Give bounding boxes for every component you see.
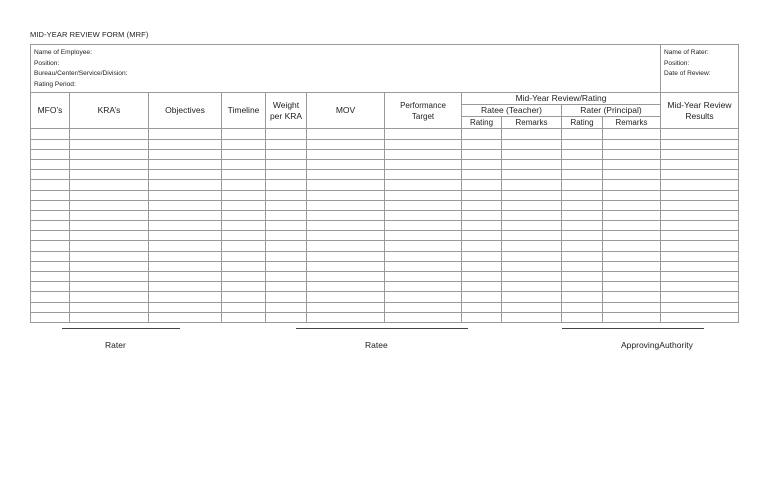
table-cell[interactable] bbox=[385, 180, 462, 190]
table-cell[interactable] bbox=[502, 251, 562, 261]
table-cell[interactable] bbox=[307, 190, 385, 200]
table-cell[interactable] bbox=[661, 312, 739, 322]
table-cell[interactable] bbox=[222, 200, 266, 210]
table-cell[interactable] bbox=[307, 231, 385, 241]
header-ratee-remarks: Remarks bbox=[502, 117, 562, 129]
table-cell[interactable] bbox=[266, 282, 307, 292]
table-cell[interactable] bbox=[502, 149, 562, 159]
table-row bbox=[31, 170, 739, 180]
header-rater-remarks: Remarks bbox=[603, 117, 661, 129]
table-cell[interactable] bbox=[603, 241, 661, 251]
table-cell[interactable] bbox=[149, 129, 222, 139]
table-row bbox=[31, 210, 739, 220]
table-cell[interactable] bbox=[31, 292, 70, 302]
employee-info bbox=[31, 45, 661, 93]
table-row bbox=[31, 292, 739, 302]
table-cell[interactable] bbox=[266, 200, 307, 210]
header-weight-line2: per KRA bbox=[269, 110, 303, 121]
rater-position-label: Position: bbox=[664, 59, 690, 67]
table-cell[interactable] bbox=[222, 170, 266, 180]
table-row bbox=[31, 129, 739, 139]
table-cell[interactable] bbox=[603, 282, 661, 292]
table-cell[interactable] bbox=[149, 170, 222, 180]
table-cell[interactable] bbox=[603, 200, 661, 210]
table-cell[interactable] bbox=[70, 129, 149, 139]
table-cell[interactable] bbox=[31, 221, 70, 231]
table-cell[interactable] bbox=[502, 200, 562, 210]
header-rater-rating: Rating bbox=[562, 117, 603, 129]
table-cell[interactable] bbox=[661, 190, 739, 200]
table-cell[interactable] bbox=[562, 139, 603, 149]
table-cell[interactable] bbox=[562, 261, 603, 271]
table-cell[interactable] bbox=[502, 190, 562, 200]
table-cell[interactable] bbox=[502, 272, 562, 282]
table-row bbox=[31, 221, 739, 231]
table-cell[interactable] bbox=[149, 200, 222, 210]
table-cell[interactable] bbox=[149, 292, 222, 302]
table-cell[interactable] bbox=[502, 180, 562, 190]
ratee-signature bbox=[296, 328, 468, 358]
table-row bbox=[31, 139, 739, 149]
table-cell[interactable] bbox=[266, 292, 307, 302]
table-cell[interactable] bbox=[385, 139, 462, 149]
table-cell[interactable] bbox=[562, 180, 603, 190]
table-cell[interactable] bbox=[502, 139, 562, 149]
table-cell[interactable] bbox=[562, 210, 603, 220]
table-cell[interactable] bbox=[70, 190, 149, 200]
table-cell[interactable] bbox=[462, 292, 502, 302]
table-cell[interactable] bbox=[31, 282, 70, 292]
table-cell[interactable] bbox=[462, 200, 502, 210]
review-date-label: Date of Review: bbox=[664, 70, 711, 78]
table-row bbox=[31, 159, 739, 169]
table-cell[interactable] bbox=[31, 231, 70, 241]
table-cell[interactable] bbox=[70, 149, 149, 159]
table-cell[interactable] bbox=[31, 139, 70, 149]
table-cell[interactable] bbox=[562, 159, 603, 169]
header-ratee-rating: Rating bbox=[462, 117, 502, 129]
table-cell[interactable] bbox=[307, 312, 385, 322]
table-cell[interactable] bbox=[70, 170, 149, 180]
header-timeline: Timeline bbox=[222, 93, 266, 129]
table-cell[interactable] bbox=[562, 200, 603, 210]
table-cell[interactable] bbox=[603, 302, 661, 312]
rater-signature bbox=[62, 328, 180, 358]
table-cell[interactable] bbox=[149, 139, 222, 149]
table-cell[interactable] bbox=[462, 221, 502, 231]
table-cell[interactable] bbox=[31, 261, 70, 271]
rating-period-label: Rating Period: bbox=[34, 80, 76, 88]
table-cell[interactable] bbox=[149, 221, 222, 231]
table-cell[interactable] bbox=[149, 272, 222, 282]
table-cell[interactable] bbox=[222, 149, 266, 159]
table-cell[interactable] bbox=[502, 210, 562, 220]
header-target-line1: Performance bbox=[400, 100, 446, 110]
table-row bbox=[31, 231, 739, 241]
table-cell[interactable] bbox=[661, 149, 739, 159]
table-cell[interactable] bbox=[385, 170, 462, 180]
table-cell[interactable] bbox=[562, 170, 603, 180]
table-cell[interactable] bbox=[502, 261, 562, 271]
table-cell[interactable] bbox=[70, 200, 149, 210]
header-results-line2: Results bbox=[685, 110, 714, 121]
table-cell[interactable] bbox=[562, 241, 603, 251]
employee-name-label: Name of Employee: bbox=[34, 49, 92, 56]
table-cell[interactable] bbox=[462, 149, 502, 159]
table-cell[interactable] bbox=[603, 251, 661, 261]
approving-signature-line bbox=[562, 328, 704, 329]
table-cell[interactable] bbox=[266, 221, 307, 231]
table-cell[interactable] bbox=[385, 190, 462, 200]
table-row bbox=[31, 312, 739, 322]
table-cell[interactable] bbox=[603, 210, 661, 220]
table-cell[interactable] bbox=[661, 302, 739, 312]
table-row bbox=[31, 282, 739, 292]
table-cell[interactable] bbox=[661, 139, 739, 149]
table-cell[interactable] bbox=[661, 200, 739, 210]
table-cell[interactable] bbox=[222, 180, 266, 190]
table-cell[interactable] bbox=[31, 210, 70, 220]
rater-signature-line bbox=[62, 328, 180, 329]
table-cell[interactable] bbox=[70, 251, 149, 261]
table-cell[interactable] bbox=[502, 282, 562, 292]
table-cell[interactable] bbox=[562, 302, 603, 312]
table-cell[interactable] bbox=[562, 312, 603, 322]
table-cell[interactable] bbox=[307, 159, 385, 169]
table-cell[interactable] bbox=[149, 149, 222, 159]
header-mov: MOV bbox=[307, 93, 385, 129]
table-cell[interactable] bbox=[462, 231, 502, 241]
table-cell[interactable] bbox=[31, 190, 70, 200]
table-cell[interactable] bbox=[222, 159, 266, 169]
table-cell[interactable] bbox=[385, 241, 462, 251]
table-row bbox=[31, 190, 739, 200]
ratee-signature-line bbox=[296, 328, 468, 329]
table-cell[interactable] bbox=[70, 139, 149, 149]
header-weight bbox=[266, 93, 307, 129]
table-cell[interactable] bbox=[661, 282, 739, 292]
table-cell[interactable] bbox=[661, 261, 739, 271]
table-cell[interactable] bbox=[266, 251, 307, 261]
table-cell[interactable] bbox=[31, 241, 70, 251]
table-cell[interactable] bbox=[31, 312, 70, 322]
table-cell[interactable] bbox=[222, 221, 266, 231]
table-cell[interactable] bbox=[222, 190, 266, 200]
table-cell[interactable] bbox=[70, 272, 149, 282]
header-mfos: MFO’s bbox=[31, 93, 70, 129]
table-cell[interactable] bbox=[462, 129, 502, 139]
table-cell[interactable] bbox=[70, 221, 149, 231]
table-cell[interactable] bbox=[462, 261, 502, 271]
table-cell[interactable] bbox=[149, 302, 222, 312]
info-row bbox=[31, 45, 739, 93]
table-cell[interactable] bbox=[222, 272, 266, 282]
table-cell[interactable] bbox=[70, 282, 149, 292]
table-cell[interactable] bbox=[307, 241, 385, 251]
table-cell[interactable] bbox=[462, 302, 502, 312]
table-cell[interactable] bbox=[385, 231, 462, 241]
table-cell[interactable] bbox=[266, 170, 307, 180]
table-cell[interactable] bbox=[266, 190, 307, 200]
table-cell[interactable] bbox=[31, 272, 70, 282]
table-cell[interactable] bbox=[307, 302, 385, 312]
table-row bbox=[31, 302, 739, 312]
table-cell[interactable] bbox=[603, 170, 661, 180]
table-cell[interactable] bbox=[385, 149, 462, 159]
header-row-1 bbox=[31, 93, 739, 105]
table-cell[interactable] bbox=[222, 210, 266, 220]
table-cell[interactable] bbox=[70, 180, 149, 190]
header-kras: KRA’s bbox=[70, 93, 149, 129]
table-cell[interactable] bbox=[385, 292, 462, 302]
table-cell[interactable] bbox=[149, 261, 222, 271]
table-cell[interactable] bbox=[462, 312, 502, 322]
table-cell[interactable] bbox=[603, 129, 661, 139]
table-cell[interactable] bbox=[307, 200, 385, 210]
table-cell[interactable] bbox=[31, 170, 70, 180]
header-rater-principal: Rater (Principal) bbox=[562, 105, 661, 117]
table-cell[interactable] bbox=[661, 251, 739, 261]
table-cell[interactable] bbox=[661, 221, 739, 231]
rater-info bbox=[661, 45, 739, 93]
table-cell[interactable] bbox=[661, 231, 739, 241]
table-cell[interactable] bbox=[385, 261, 462, 271]
table-cell[interactable] bbox=[502, 292, 562, 302]
approving-signature-label: ApprovingAuthority bbox=[621, 340, 693, 350]
table-cell[interactable] bbox=[603, 261, 661, 271]
table-cell[interactable] bbox=[661, 159, 739, 169]
table-cell[interactable] bbox=[70, 241, 149, 251]
table-row bbox=[31, 180, 739, 190]
table-cell[interactable] bbox=[502, 302, 562, 312]
table-cell[interactable] bbox=[266, 159, 307, 169]
header-objectives: Objectives bbox=[149, 93, 222, 129]
table-cell[interactable] bbox=[307, 210, 385, 220]
table-cell[interactable] bbox=[562, 149, 603, 159]
table-cell[interactable] bbox=[31, 251, 70, 261]
table-cell[interactable] bbox=[70, 210, 149, 220]
table-cell[interactable] bbox=[149, 190, 222, 200]
header-performance-target bbox=[385, 93, 462, 129]
table-cell[interactable] bbox=[266, 231, 307, 241]
form-title: MID-YEAR REVIEW FORM (MRF) bbox=[30, 30, 149, 39]
data-rows bbox=[31, 129, 739, 323]
table-cell[interactable] bbox=[307, 129, 385, 139]
table-row bbox=[31, 251, 739, 261]
table-cell[interactable] bbox=[222, 231, 266, 241]
table-cell[interactable] bbox=[70, 312, 149, 322]
table-cell[interactable] bbox=[149, 241, 222, 251]
table-row bbox=[31, 149, 739, 159]
table-cell[interactable] bbox=[385, 251, 462, 261]
table-cell[interactable] bbox=[31, 302, 70, 312]
table-cell[interactable] bbox=[307, 170, 385, 180]
table-cell[interactable] bbox=[462, 272, 502, 282]
table-cell[interactable] bbox=[661, 272, 739, 282]
table-cell[interactable] bbox=[603, 180, 661, 190]
approving-signature bbox=[562, 328, 704, 358]
table-cell[interactable] bbox=[307, 282, 385, 292]
table-cell[interactable] bbox=[266, 149, 307, 159]
table-cell[interactable] bbox=[603, 272, 661, 282]
table-cell[interactable] bbox=[266, 180, 307, 190]
table-cell[interactable] bbox=[385, 200, 462, 210]
header-weight-line1: Weight bbox=[272, 99, 300, 110]
table-cell[interactable] bbox=[562, 190, 603, 200]
rater-name-label: Name of Rater: bbox=[664, 49, 709, 56]
table-cell[interactable] bbox=[266, 139, 307, 149]
table-row bbox=[31, 200, 739, 210]
table-cell[interactable] bbox=[70, 292, 149, 302]
table-cell[interactable] bbox=[462, 210, 502, 220]
table-cell[interactable] bbox=[222, 292, 266, 302]
table-cell[interactable] bbox=[307, 139, 385, 149]
table-cell[interactable] bbox=[462, 170, 502, 180]
table-cell[interactable] bbox=[149, 282, 222, 292]
table-cell[interactable] bbox=[385, 210, 462, 220]
table-cell[interactable] bbox=[385, 282, 462, 292]
table-cell[interactable] bbox=[502, 231, 562, 241]
table-cell[interactable] bbox=[307, 292, 385, 302]
table-cell[interactable] bbox=[385, 312, 462, 322]
table-cell[interactable] bbox=[562, 251, 603, 261]
table-cell[interactable] bbox=[385, 302, 462, 312]
table-cell[interactable] bbox=[562, 221, 603, 231]
table-cell[interactable] bbox=[307, 272, 385, 282]
table-cell[interactable] bbox=[31, 180, 70, 190]
review-table bbox=[30, 44, 739, 323]
table-cell[interactable] bbox=[307, 149, 385, 159]
table-cell[interactable] bbox=[562, 292, 603, 302]
table-cell[interactable] bbox=[462, 180, 502, 190]
table-cell[interactable] bbox=[266, 261, 307, 271]
rater-signature-label: Rater bbox=[105, 340, 126, 350]
ratee-signature-label: Ratee bbox=[365, 340, 388, 350]
table-cell[interactable] bbox=[31, 159, 70, 169]
table-row bbox=[31, 241, 739, 251]
table-cell[interactable] bbox=[562, 231, 603, 241]
header-ratee-teacher: Ratee (Teacher) bbox=[462, 105, 562, 117]
header-results bbox=[661, 93, 739, 129]
table-cell[interactable] bbox=[462, 190, 502, 200]
table-cell[interactable] bbox=[307, 261, 385, 271]
table-cell[interactable] bbox=[222, 241, 266, 251]
table-cell[interactable] bbox=[502, 170, 562, 180]
table-cell[interactable] bbox=[562, 129, 603, 139]
table-cell[interactable] bbox=[70, 302, 149, 312]
table-cell[interactable] bbox=[603, 190, 661, 200]
table-cell[interactable] bbox=[661, 210, 739, 220]
table-cell[interactable] bbox=[385, 221, 462, 231]
table-cell[interactable] bbox=[70, 159, 149, 169]
table-cell[interactable] bbox=[222, 282, 266, 292]
table-cell[interactable] bbox=[222, 302, 266, 312]
table-cell[interactable] bbox=[462, 159, 502, 169]
table-cell[interactable] bbox=[222, 129, 266, 139]
table-row bbox=[31, 272, 739, 282]
table-cell[interactable] bbox=[462, 139, 502, 149]
table-cell[interactable] bbox=[462, 282, 502, 292]
table-cell[interactable] bbox=[149, 180, 222, 190]
table-cell[interactable] bbox=[502, 129, 562, 139]
table-cell[interactable] bbox=[266, 241, 307, 251]
table-cell[interactable] bbox=[149, 251, 222, 261]
table-cell[interactable] bbox=[603, 159, 661, 169]
table-cell[interactable] bbox=[502, 312, 562, 322]
employee-position-label: Position: bbox=[34, 59, 60, 67]
table-cell[interactable] bbox=[222, 251, 266, 261]
table-cell[interactable] bbox=[31, 200, 70, 210]
table-cell[interactable] bbox=[661, 180, 739, 190]
table-cell[interactable] bbox=[385, 272, 462, 282]
table-cell[interactable] bbox=[266, 129, 307, 139]
header-midyear-rating: Mid-Year Review/Rating bbox=[462, 93, 661, 105]
table-cell[interactable] bbox=[266, 302, 307, 312]
table-cell[interactable] bbox=[661, 129, 739, 139]
table-cell[interactable] bbox=[70, 231, 149, 241]
header-results-line1: Mid-Year Review bbox=[667, 99, 732, 110]
table-cell[interactable] bbox=[307, 251, 385, 261]
table-cell[interactable] bbox=[562, 282, 603, 292]
table-cell[interactable] bbox=[502, 221, 562, 231]
table-cell[interactable] bbox=[149, 159, 222, 169]
table-cell[interactable] bbox=[661, 241, 739, 251]
table-cell[interactable] bbox=[149, 231, 222, 241]
table-cell[interactable] bbox=[462, 251, 502, 261]
table-cell[interactable] bbox=[70, 261, 149, 271]
table-cell[interactable] bbox=[266, 312, 307, 322]
table-cell[interactable] bbox=[661, 170, 739, 180]
table-cell[interactable] bbox=[31, 129, 70, 139]
table-cell[interactable] bbox=[307, 221, 385, 231]
bureau-label: Bureau/Center/Service/Division: bbox=[34, 70, 128, 78]
table-cell[interactable] bbox=[149, 210, 222, 220]
table-cell[interactable] bbox=[603, 149, 661, 159]
table-cell[interactable] bbox=[266, 272, 307, 282]
table-cell[interactable] bbox=[562, 272, 603, 282]
table-cell[interactable] bbox=[149, 312, 222, 322]
table-cell[interactable] bbox=[266, 210, 307, 220]
table-cell[interactable] bbox=[502, 159, 562, 169]
table-cell[interactable] bbox=[603, 312, 661, 322]
table-cell[interactable] bbox=[222, 261, 266, 271]
table-cell[interactable] bbox=[385, 159, 462, 169]
table-cell[interactable] bbox=[307, 180, 385, 190]
table-cell[interactable] bbox=[603, 139, 661, 149]
table-cell[interactable] bbox=[385, 129, 462, 139]
table-cell[interactable] bbox=[603, 231, 661, 241]
table-cell[interactable] bbox=[603, 292, 661, 302]
table-cell[interactable] bbox=[661, 292, 739, 302]
table-cell[interactable] bbox=[603, 221, 661, 231]
table-cell[interactable] bbox=[462, 241, 502, 251]
table-cell[interactable] bbox=[502, 241, 562, 251]
table-cell[interactable] bbox=[31, 149, 70, 159]
table-cell[interactable] bbox=[222, 312, 266, 322]
table-row bbox=[31, 261, 739, 271]
header-target-line2: Target bbox=[411, 111, 435, 121]
table-cell[interactable] bbox=[222, 139, 266, 149]
